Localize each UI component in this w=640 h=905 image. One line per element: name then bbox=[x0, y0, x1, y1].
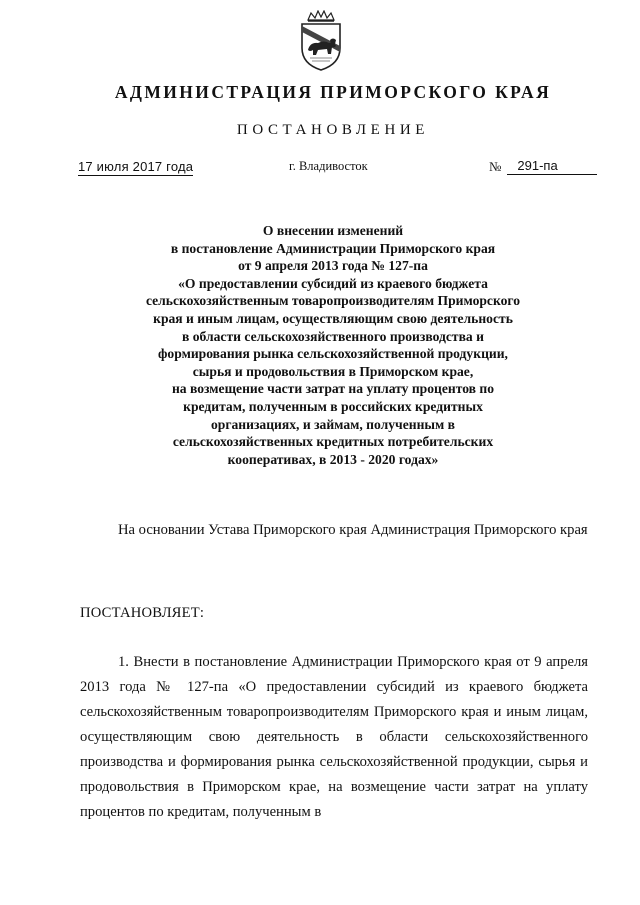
heading-line: организациях, и займам, полученным в bbox=[210, 416, 456, 432]
document-city: г. Владивосток bbox=[289, 159, 368, 173]
heading-line: сельскохозяйственным товаропроизводителям Приморского bbox=[145, 293, 521, 309]
document-heading bbox=[110, 222, 556, 468]
document-date: 17 июля 2017 года bbox=[78, 159, 194, 174]
heading-line: кооперативах, в 2013 - 2020 годах» bbox=[227, 451, 439, 467]
heading-line: от 9 апреля 2013 года № 127-па bbox=[238, 258, 428, 274]
basis-paragraph: На основании Устава Приморского края Администрация Приморского края bbox=[118, 522, 588, 538]
heading-line: кредитам, полученным в российских кредитных bbox=[183, 398, 483, 414]
heading-line: сырья и продовольствия в Приморском крае, bbox=[192, 363, 474, 379]
heading-line: О внесении изменений bbox=[262, 223, 404, 238]
heading-line: сельскохозяйственных кредитных потребительских bbox=[172, 434, 494, 450]
number-prefix: № bbox=[489, 159, 502, 174]
document-number bbox=[489, 158, 597, 175]
heading-line: в области сельскохозяйственного производства и bbox=[182, 328, 484, 344]
coat-of-arms-icon bbox=[296, 10, 346, 72]
organization-title: АДМИНИСТРАЦИЯ ПРИМОРСКОГО КРАЯ bbox=[114, 82, 552, 102]
heading-line: формирования рынка сельскохозяйственной продукции, bbox=[158, 346, 508, 362]
document-type: ПОСТАНОВЛЕНИЕ bbox=[236, 122, 430, 138]
number-value: 291-па bbox=[507, 158, 597, 175]
heading-line: на возмещение части затрат на уплату процентов по bbox=[171, 381, 495, 397]
heading-line: «О предоставлении субсидий из краевого бюджета bbox=[178, 275, 488, 291]
item-1-paragraph: 1. Внести в постановление Администрации Приморского края от 9 апреля 2013 года № 127-па «О предоставлении субсидий из краевого бюджета сельскохозяйственным товаропроизводителям Приморского края и иным лицам, осуществляющим свою деятельность в области сельскохозяйственного производства и формирования рынка сельскохозяйственной продукции, сырья и продовольствия в Приморском крае, на возмещение части затрат на уплату процентов по кредитам, полученным в bbox=[80, 654, 588, 820]
decree-word: ПОСТАНОВЛЯЕТ: bbox=[80, 605, 205, 621]
heading-line: края и иным лицам, осуществляющим свою деятельность bbox=[153, 310, 513, 326]
heading-line: в постановление Администрации Приморского края bbox=[170, 240, 496, 256]
